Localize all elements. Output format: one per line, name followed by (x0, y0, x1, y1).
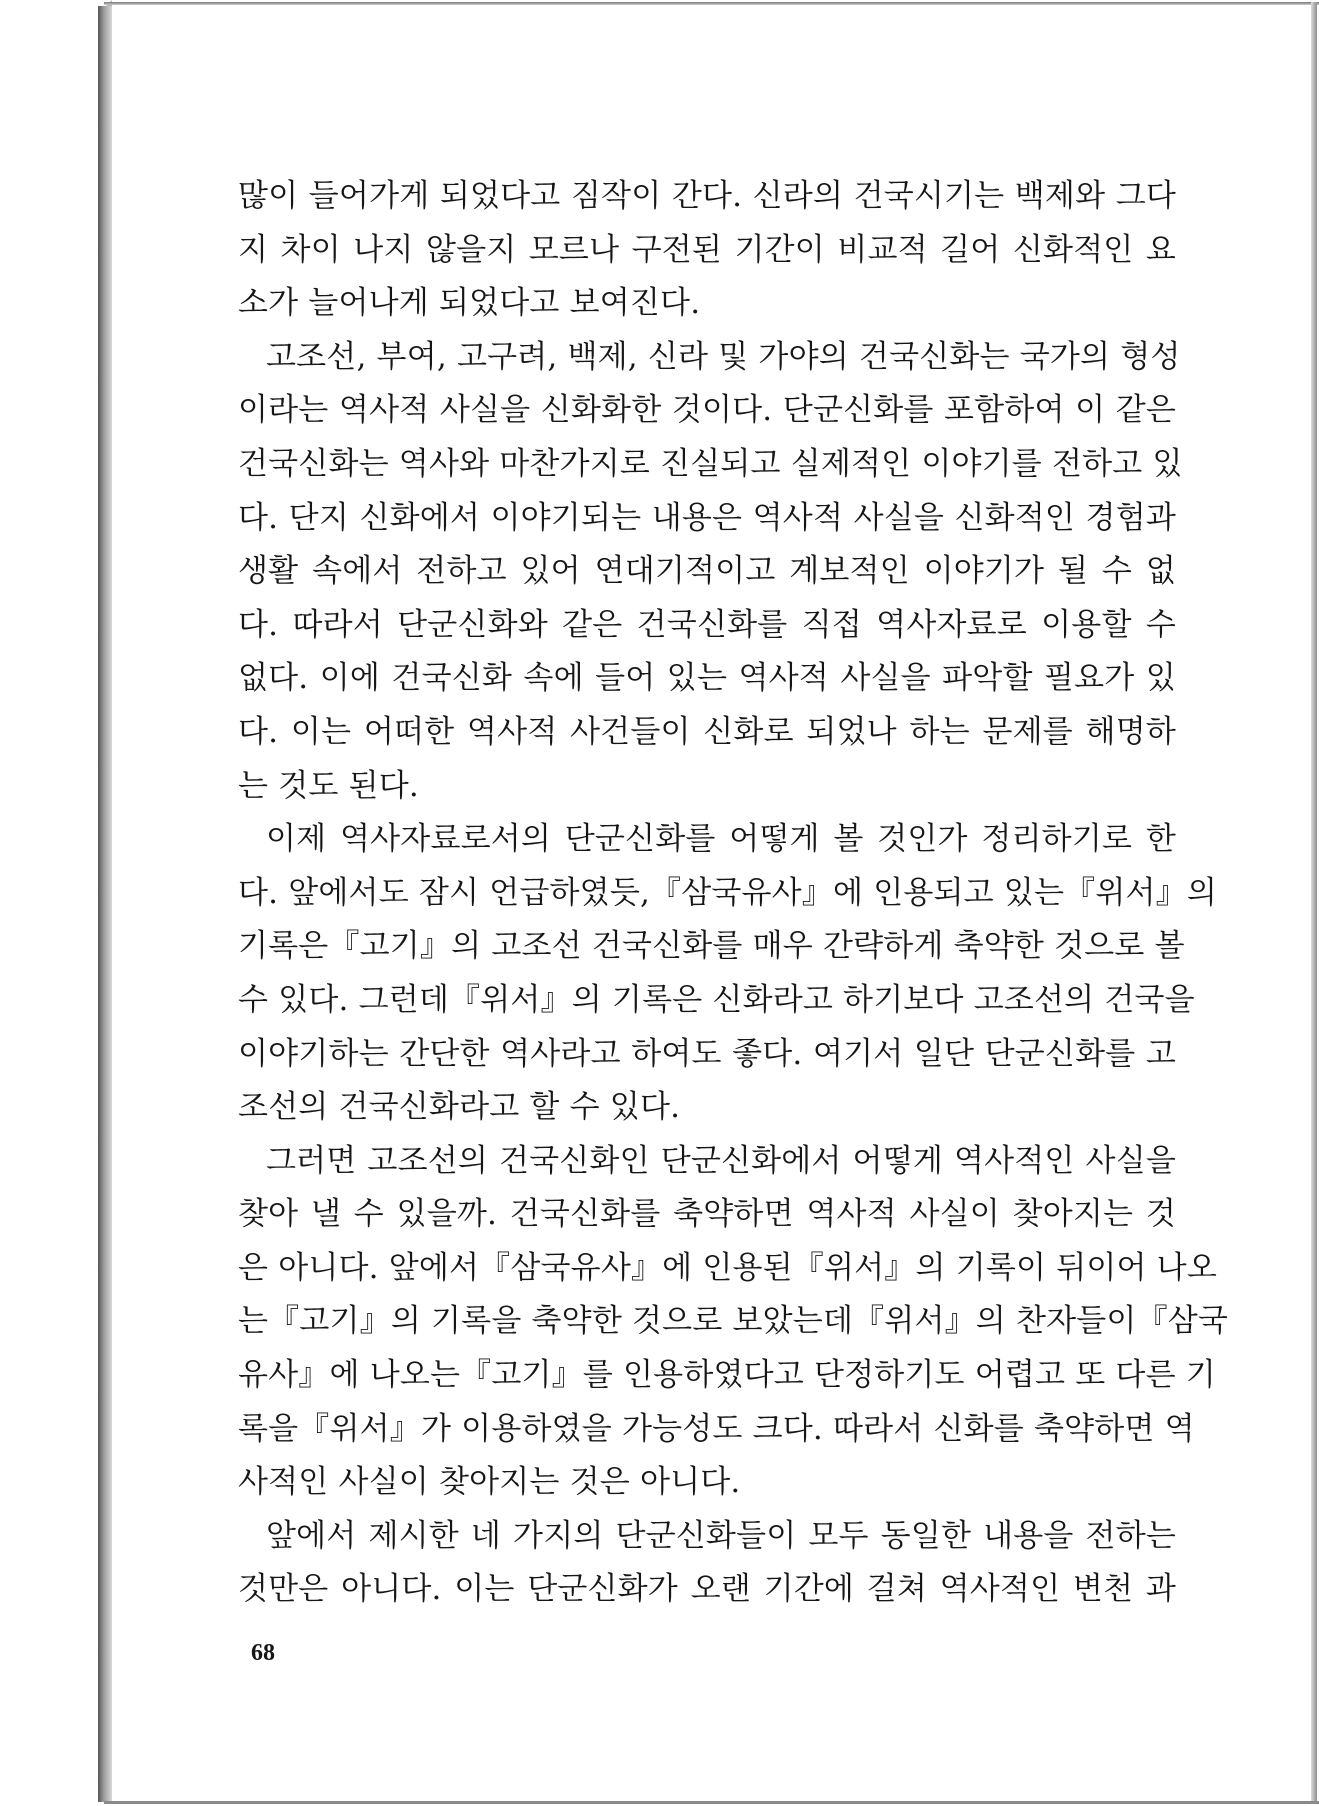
page-edge-bottom (104, 1801, 1319, 1804)
text-line: 이라는 역사적 사실을 신화화한 것이다. 단군신화를 포함하여 이 같은 (238, 392, 1176, 429)
text-line: 소가 늘어나게 되었다고 보여진다. (238, 285, 701, 322)
text-line: 것만은 아니다. 이는 단군신화가 오랜 기간에 걸쳐 역사적인 변천 과 (238, 1571, 1176, 1608)
text-line: 수 있다. 그런데『위서』의 기록은 신화라고 하기보다 고조선의 건국을 (238, 981, 1195, 1018)
text-line: 은 아니다. 앞에서『삼국유사』에 인용된『위서』의 기록이 뒤이어 나오 (238, 1249, 1217, 1286)
text-line: 사적인 사실이 찾아지는 것은 아니다. (238, 1464, 741, 1501)
text-line: 없다. 이에 건국신화 속에 들어 있는 역사적 사실을 파악할 필요가 있 (238, 660, 1176, 697)
page-number: 68 (251, 1640, 275, 1666)
text-line: 는『고기』의 기록을 축약한 것으로 보았는데『위서』의 찬자들이『삼국 (238, 1303, 1229, 1340)
text-line: 다. 단지 신화에서 이야기되는 내용은 역사적 사실을 신화적인 경험과 (238, 499, 1176, 536)
text-line: 유사』에 나오는『고기』를 인용하였다고 단정하기도 어렵고 또 다른 기 (238, 1357, 1216, 1394)
page-edge-left (98, 6, 112, 1802)
text-line: 다. 이는 어떠한 역사적 사건들이 신화로 되었나 하는 문제를 해명하 (238, 713, 1176, 750)
text-line: 다. 따라서 단군신화와 같은 건국신화를 직접 역사자료로 이용할 수 (238, 606, 1176, 643)
text-line: 록을『위서』가 이용하였을 가능성도 크다. 따라서 신화를 축약하면 역 (238, 1410, 1195, 1447)
paragraph-start-line: 이제 역사자료로서의 단군신화를 어떻게 볼 것인가 정리하기로 한 (266, 821, 1176, 858)
text-line: 지 차이 나지 않을지 모르나 구전된 기간이 비교적 길어 신화적인 요 (238, 231, 1176, 268)
paragraph-start-line: 앞에서 제시한 네 가지의 단군신화들이 모두 동일한 내용을 전하는 (266, 1517, 1176, 1554)
text-line: 조선의 건국신화라고 할 수 있다. (238, 1089, 681, 1126)
text-line: 생활 속에서 전하고 있어 연대기적이고 계보적인 이야기가 될 수 없 (238, 553, 1176, 590)
page-edge-top (104, 2, 1319, 5)
paragraph-start-line: 그러면 고조선의 건국신화인 단군신화에서 어떻게 역사적인 사실을 (266, 1142, 1176, 1179)
page-edge-right (1311, 2, 1317, 1804)
body-text (238, 170, 1229, 1617)
text-line: 기록은『고기』의 고조선 건국신화를 매우 간략하게 축약한 것으로 볼 (238, 928, 1185, 965)
text-line: 찾아 낼 수 있을까. 건국신화를 축약하면 역사적 사실이 찾아지는 것 (238, 1196, 1176, 1233)
text-line: 는 것도 된다. (238, 767, 419, 804)
text-line: 이야기하는 간단한 역사라고 하여도 좋다. 여기서 일단 단군신화를 고 (238, 1035, 1176, 1072)
text-line: 다. 앞에서도 잠시 언급하였듯,『삼국유사』에 인용되고 있는『위서』의 (238, 874, 1217, 911)
text-line: 건국신화는 역사와 마찬가지로 진실되고 실제적인 이야기를 전하고 있 (238, 445, 1183, 482)
text-line: 많이 들어가게 되었다고 짐작이 간다. 신라의 건국시기는 백제와 그다 (238, 178, 1176, 214)
paragraph-start-line: 고조선, 부여, 고구려, 백제, 신라 및 가야의 건국신화는 국가의 형성 (266, 338, 1181, 375)
